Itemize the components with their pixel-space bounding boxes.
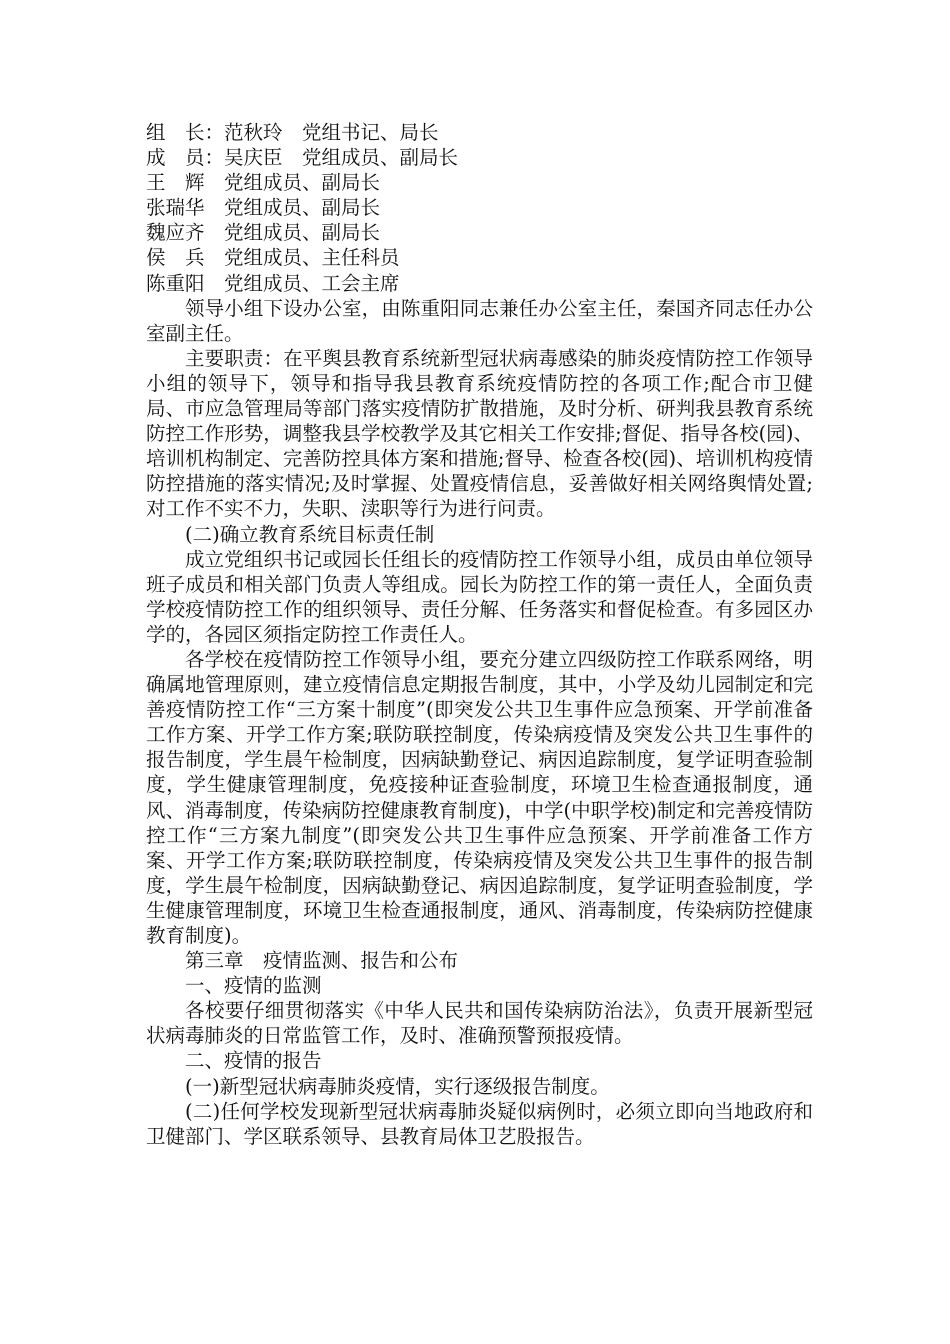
- member-line: 魏应齐 党组成员、副局长: [146, 221, 381, 245]
- member-line: 王 辉 党组成员、副局长: [146, 171, 381, 195]
- office-paragraph: 领导小组下设办公室，由陈重阳同志兼任办公室主任，秦国齐同志任办公室副主任。: [146, 296, 813, 345]
- member-line-first-member: 成 员：吴庆臣 党组成员、副局长: [146, 146, 459, 170]
- body-paragraph: (二)任何学校发现新型冠状病毒肺炎疑似病例时，必须立即向当地政府和卫健部门、学区联系领导、县教育局体卫艺股报告。: [146, 1099, 813, 1148]
- section-heading: (二)确立教育系统目标责任制: [185, 522, 435, 546]
- section-heading: 一、疫情的监测: [185, 974, 322, 998]
- member-line: 侯 兵 党组成员、主任科员: [146, 246, 400, 270]
- body-paragraph: (一)新型冠状病毒肺炎疫情，实行逐级报告制度。: [185, 1074, 610, 1098]
- section-heading: 二、疫情的报告: [185, 1049, 322, 1073]
- member-line: 陈重阳 党组成员、工会主席: [146, 271, 400, 295]
- body-paragraph: 成立党组织书记或园长任组长的疫情防控工作领导小组，成员由单位领导班子成员和相关部门负责人等组成。园长为防控工作的第一责任人，全面负责学校疫情防控工作的组织领导、责任分解、任务落实和督促检查。有多园区办学的，各园区须指定防控工作责任人。: [146, 547, 813, 646]
- duties-paragraph: 主要职责：在平舆县教育系统新型冠状病毒感染的肺炎疫情防控工作领导小组的领导下，领导和指导我县教育系统疫情防控的各项工作;配合市卫健局、市应急管理局等部门落实疫情防扩散措施，及时分析、研判我县教育系统防控工作形势，调整我县学校教学及其它相关工作安排;督促、指导各校(园)、培训机构制定、完善防控具体方案和措施;督导、检查各校(园)、培训机构疫情防控措施的落实情况;及时掌握、处置疫情信息，妥善做好相关网络舆情处置;对工作不实不力，失职、渎职等行为进行问责。: [146, 346, 813, 521]
- body-paragraph: 各学校在疫情防控工作领导小组，要充分建立四级防控工作联系网络，明确属地管理原则，建立疫情信息定期报告制度，其中，小学及幼儿园制定和完善疫情防控工作“三方案十制度”(即突发公共卫生事件应急预案、开学前准备工作方案、开学工作方案;联防联控制度，传染病疫情及突发公共卫生事件的报告制度，学生晨午检制度，因病缺勤登记、病因追踪制度，复学证明查验制度，学生健康管理制度，免疫接种证查验制度，环境卫生检查通报制度，通风、消毒制度，传染病防控健康教育制度)，中学(中职学校)制定和完善疫情防控工作“三方案九制度”(即突发公共卫生事件应急预案、开学前准备工作方案、开学工作方案;联防联控制度，传染病疫情及突发公共卫生事件的报告制度，学生晨午检制度，因病缺勤登记、病因追踪制度，复学证明查验制度，学生健康管理制度，环境卫生检查通报制度，通风、消毒制度，传染病防控健康教育制度)。: [146, 647, 813, 947]
- document-body: [146, 120, 813, 1149]
- member-line-leader: 组 长：范秋玲 党组书记、局长: [146, 121, 439, 144]
- member-line: 张瑞华 党组成员、副局长: [146, 196, 381, 220]
- body-paragraph: 各校要仔细贯彻落实《中华人民共和国传染病防治法》，负责开展新型冠状病毒肺炎的日常监管工作，及时、准确预警预报疫情。: [146, 999, 813, 1048]
- chapter-heading: 第三章 疫情监测、报告和公布: [185, 949, 459, 973]
